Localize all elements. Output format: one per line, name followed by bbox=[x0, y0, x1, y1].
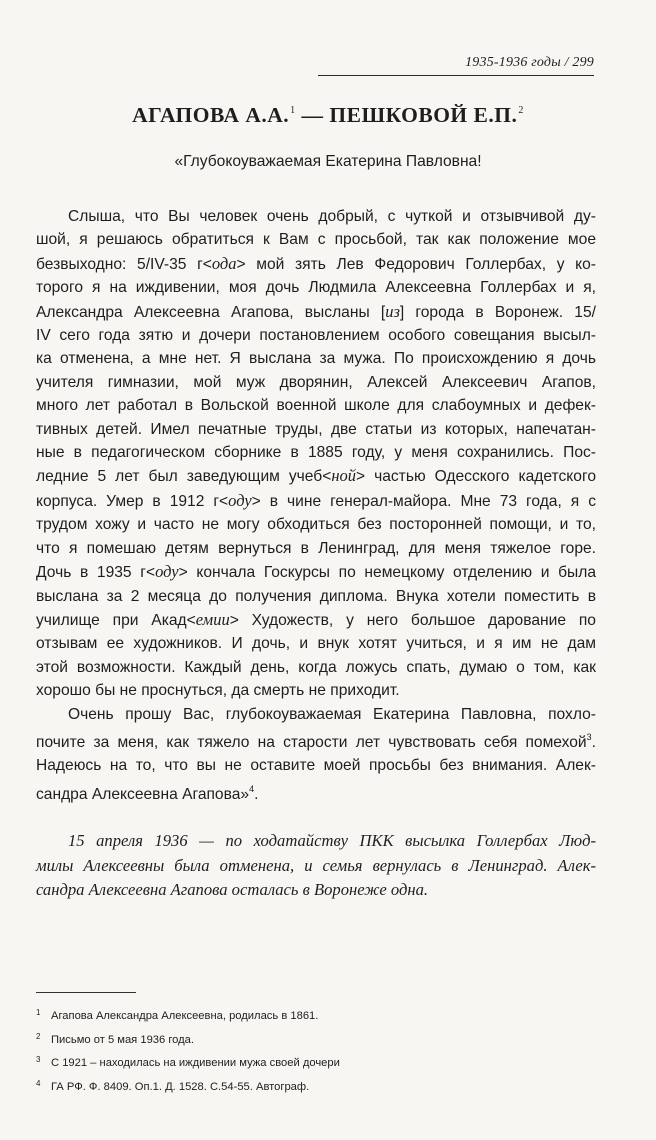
text-line bbox=[36, 371, 596, 394]
text-line bbox=[36, 252, 596, 276]
text-line bbox=[36, 560, 596, 584]
text-line bbox=[36, 679, 596, 702]
text-line bbox=[36, 656, 596, 679]
text-line bbox=[36, 276, 596, 299]
editorial-insertion: ной bbox=[331, 466, 356, 486]
text-line bbox=[36, 228, 596, 251]
text-line bbox=[36, 513, 596, 536]
text-run: Очень прошу Вас, глубокоуважаемая Екатерина Павловна, похло- bbox=[68, 705, 596, 723]
editorial-insertion: из bbox=[385, 301, 400, 321]
letter-body bbox=[36, 205, 596, 806]
footnote-text: ГА РФ. Ф. 8409. Оп.1. Д. 1528. С.54-55. Автограф. bbox=[51, 1080, 310, 1093]
text-line bbox=[36, 632, 596, 655]
note-line: сандра Алексеевна Агапова осталась в Воронеже одна. bbox=[36, 880, 429, 899]
footnote-number: 1 bbox=[36, 1008, 41, 1017]
editorial-insertion: оду bbox=[228, 490, 252, 510]
text-run: отзывам ее художников. И дочь, и внук хотят учиться, и я им не дам bbox=[36, 635, 596, 653]
text-line bbox=[36, 300, 596, 324]
text-line bbox=[36, 585, 596, 608]
text-run: выслана за 2 месяца до получения диплома. Внука хотели поместить в bbox=[36, 587, 596, 605]
text-line bbox=[36, 537, 596, 560]
footnote-number: 2 bbox=[36, 1031, 41, 1041]
letter-salutation: «Глубокоуважаемая Екатерина Павловна! bbox=[174, 153, 482, 170]
text-run: Александра Алексеевна Агапова, высланы [ bbox=[36, 303, 386, 321]
header-rule bbox=[318, 75, 594, 76]
text-run: шой, я решаюсь обратиться к Вам с просьбой, так как положение мое bbox=[36, 231, 596, 249]
page-title bbox=[60, 103, 596, 128]
footnote bbox=[36, 1027, 596, 1051]
editorial-note bbox=[36, 829, 596, 903]
text-line bbox=[36, 754, 596, 777]
text-line bbox=[36, 608, 596, 632]
paragraph bbox=[36, 703, 596, 807]
text-line bbox=[36, 778, 596, 806]
footnote-number: 4 bbox=[36, 1078, 41, 1088]
footnote-mark: 1 bbox=[290, 105, 296, 116]
text-run: Слыша, что Вы человек очень добрый, с чуткой и отзывчивой ду- bbox=[68, 208, 596, 225]
note-line: милы Алексеевны была отменена, и семья вернулась в Ленинград. Алек- bbox=[36, 855, 596, 875]
text-line bbox=[36, 418, 596, 441]
footnote bbox=[36, 1050, 596, 1074]
footnote-mark: 2 bbox=[518, 105, 524, 116]
text-run: этой возможности. Каждый день, когда ложусь спать, думаю о том, как bbox=[36, 658, 596, 676]
text-line bbox=[36, 726, 596, 754]
text-run: IV сего года зятю и дочери постановлением особого совещания высыл- bbox=[36, 327, 596, 345]
text-run: ные в педагогическом сборнике в 1885 году, у меня сохранились. Пос- bbox=[36, 444, 596, 462]
text-run: ] города в Воронеж. 15/ bbox=[399, 303, 596, 321]
editorial-insertion: оду bbox=[155, 562, 179, 582]
paragraph bbox=[36, 205, 596, 703]
text-run: почите за меня, как тяжело на старости лет чувствовать себя помехой bbox=[36, 733, 587, 751]
title-dash: — bbox=[295, 103, 330, 127]
editorial-insertion: ода bbox=[211, 253, 237, 273]
footnotes bbox=[36, 1003, 596, 1097]
text-line bbox=[36, 703, 596, 726]
footnote-number: 3 bbox=[36, 1055, 41, 1065]
footnote bbox=[36, 1074, 596, 1098]
title-recipient: ПЕШКОВОЙ Е.П. bbox=[329, 103, 518, 127]
footnote-mark: 3 bbox=[586, 731, 592, 742]
text-line bbox=[36, 205, 596, 228]
text-line bbox=[36, 394, 596, 417]
text-run: > Художеств, у него большое дарование по bbox=[229, 611, 596, 629]
text-run: корпуса. Умер в 1912 г< bbox=[36, 492, 229, 510]
text-run: . bbox=[254, 785, 259, 803]
text-run: училище при Акад< bbox=[36, 611, 196, 629]
text-run: Надеюсь на то, что вы не оставите моей просьбы без внимания. Алек- bbox=[36, 757, 596, 775]
footnote-text: Письмо от 5 мая 1936 года. bbox=[51, 1033, 195, 1046]
text-line bbox=[36, 347, 596, 370]
text-run: много лет работал в Вольской военной школе для слабоумных и дефек- bbox=[36, 397, 596, 415]
text-line bbox=[36, 489, 596, 513]
text-run: торого я на иждивении, моя дочь Людмила Алексеевна Голлербах и я, bbox=[36, 279, 596, 297]
text-run: хорошо бы не проснуться, да смерть не приходит. bbox=[36, 682, 400, 700]
title-sender: АГАПОВА А.А. bbox=[132, 103, 290, 127]
text-line bbox=[36, 464, 596, 488]
note-line: 15 апреля 1936 — по ходатайству ПКК высылка Голлербах Люд- bbox=[68, 831, 596, 850]
footnote bbox=[36, 1003, 596, 1027]
text-line bbox=[36, 441, 596, 464]
text-run: . bbox=[591, 733, 596, 751]
text-run: > кончала Госкурсы по немецкому отделению и была bbox=[178, 564, 596, 582]
text-run: ка отменена, а мне нет. Я выслана за мужа. По происхождению я дочь bbox=[36, 350, 596, 368]
text-run: учителя гимназии, мой муж дворянин, Алексей Алексеевич Агапов, bbox=[36, 373, 596, 391]
text-run: > частью Одесского кадетского bbox=[356, 468, 596, 486]
running-head: 1935-1936 годы / 299 bbox=[465, 55, 594, 70]
footnote-text: Агапова Александра Алексеевна, родилась в 1861. bbox=[51, 1010, 319, 1022]
footnote-text: С 1921 – находилась на иждивении мужа своей дочери bbox=[51, 1057, 340, 1070]
text-run: ледние 5 лет был заведующим учеб< bbox=[36, 468, 332, 486]
text-run: > в чине генерал-майора. Мне 73 года, я с bbox=[251, 492, 596, 510]
text-line bbox=[36, 324, 596, 347]
text-run: тивных детей. Имел печатные труды, две статьи из которых, напечатан- bbox=[36, 420, 596, 438]
editorial-insertion: емии bbox=[195, 609, 230, 629]
text-run: > мой зять Лев Федорович Голлербах, у ко- bbox=[236, 255, 596, 273]
footnote-mark: 4 bbox=[249, 783, 255, 794]
text-run: сандра Алексеевна Агапова» bbox=[36, 785, 250, 803]
text-run: безвыходно: 5/IV-35 г< bbox=[36, 255, 212, 273]
text-run: что я помешаю детям вернуться в Ленинград, для меня тяжелое горе. bbox=[36, 539, 596, 557]
footnote-separator bbox=[36, 992, 136, 993]
text-run: трудом хожу и часто не могу обходиться без посторонней помощи, и то, bbox=[36, 516, 596, 534]
text-run: Дочь в 1935 г< bbox=[36, 564, 156, 582]
